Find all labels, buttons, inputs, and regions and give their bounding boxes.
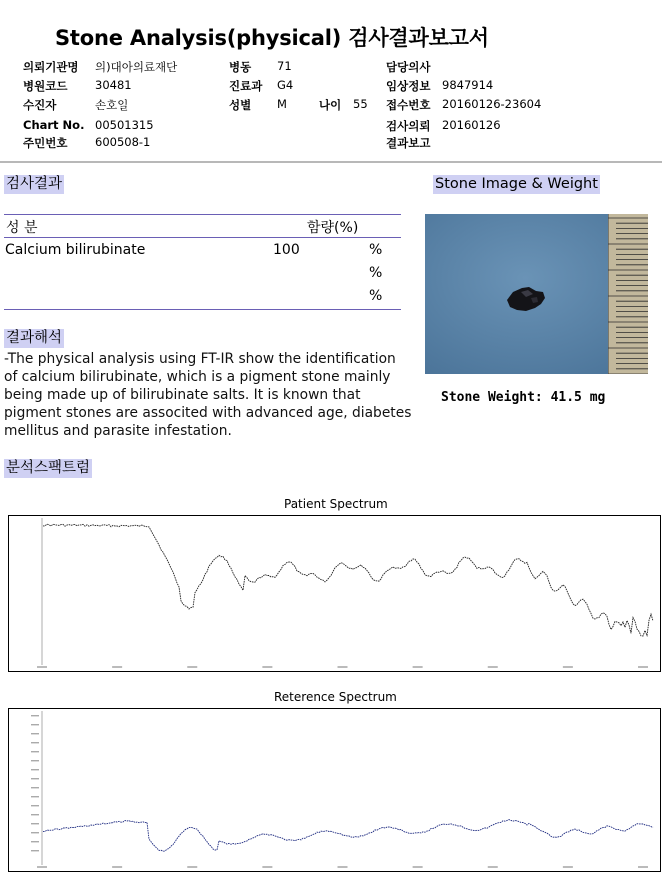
receipt-no-label: 접수번호: [386, 98, 431, 112]
x-tick-mark: [187, 666, 197, 668]
x-tick-mark: [262, 866, 272, 868]
table-row-component: Calcium bilirubinate: [5, 242, 146, 258]
table-row-unit: %: [369, 242, 383, 258]
reference-spectrum-title: Reterence Spectrum: [274, 690, 397, 704]
stone-weight-label: Stone Weight:: [441, 390, 543, 405]
interpretation-text: -The physical analysis using FT-IR show the identification of calcium bilirubinate, which is a pigment stone mainly being made up of bilirubinate salts. It is known that pigment stones are associted with advanced age, diabetes mellitus and parasite infestation.: [4, 351, 412, 439]
clinical-info-label: 임상정보: [386, 79, 431, 93]
results-table-bottom-rule: [4, 309, 401, 310]
department-label: 진료과: [229, 79, 263, 93]
request-date-value: 20160126: [442, 118, 501, 132]
y-tick-mark: [31, 805, 39, 806]
y-tick-mark: [31, 823, 39, 824]
reference-spectrum-line: [43, 820, 653, 852]
header-separator: [0, 161, 662, 163]
ward-label: 병동: [229, 60, 252, 74]
chart-no-label: Chart No.: [23, 118, 85, 132]
ward-value: 71: [277, 59, 292, 73]
x-tick-mark: [638, 866, 648, 868]
table-row-unit: %: [369, 288, 383, 304]
results-col-amount: 함량(%): [307, 220, 359, 236]
stone-weight: [441, 390, 605, 405]
results-heading: 검사결과: [6, 176, 63, 192]
receipt-no-value: 20160126-23604: [442, 97, 542, 111]
examinee-label: 수진자: [23, 98, 57, 112]
x-tick-mark: [112, 866, 122, 868]
examinee-value: 손호일: [95, 98, 129, 112]
patient-spectrum-title: Patient Spectrum: [284, 497, 388, 511]
y-tick-mark: [31, 724, 39, 725]
sex-label: 성별: [229, 98, 252, 112]
request-date-label: 검사의뢰: [386, 119, 431, 133]
y-tick-mark: [31, 742, 39, 743]
sex-value: M: [277, 97, 287, 111]
results-col-component: 성 분: [6, 220, 38, 236]
department-value: G4: [277, 78, 294, 92]
x-tick-mark: [187, 866, 197, 868]
x-tick-mark: [37, 666, 47, 668]
age-value: 55: [353, 97, 368, 111]
stone-photo: [425, 214, 648, 374]
reference-spectrum-chart: [8, 708, 661, 872]
results-table-top-rule: [4, 214, 401, 215]
resident-no-value: 600508-1: [95, 135, 151, 149]
x-tick-mark: [338, 866, 348, 868]
chart-no-value: 00501315: [95, 118, 154, 132]
y-tick-mark: [31, 832, 39, 833]
clinical-info-value: 9847914: [442, 78, 494, 92]
y-tick-mark: [31, 778, 39, 779]
stone-weight-value: 41.5 mg: [550, 390, 606, 405]
x-tick-mark: [413, 666, 423, 668]
institution-value: 의)대아의료재단: [95, 60, 178, 74]
x-tick-mark: [638, 666, 648, 668]
report-date-label: 결과보고: [386, 136, 431, 150]
x-tick-mark: [413, 866, 423, 868]
stone-heading: Stone Image & Weight: [435, 176, 598, 192]
y-tick-mark: [31, 814, 39, 815]
x-tick-mark: [37, 866, 47, 868]
x-tick-mark: [563, 866, 573, 868]
resident-no-label: 주민번호: [23, 136, 68, 150]
age-label: 나이: [319, 98, 342, 112]
table-row-unit: %: [369, 265, 383, 281]
x-tick-mark: [563, 666, 573, 668]
results-table-header-rule: [4, 237, 401, 238]
y-tick-mark: [31, 760, 39, 761]
patient-spectrum-line: [43, 524, 653, 636]
y-tick-mark: [31, 787, 39, 788]
x-tick-mark: [338, 666, 348, 668]
ruler-icon: [608, 214, 648, 374]
y-tick-mark: [31, 733, 39, 734]
hospital-code-label: 병원코드: [23, 79, 68, 93]
doctor-label: 담당의사: [386, 60, 431, 74]
table-row-amount: 100: [273, 242, 300, 258]
spectra-heading: 분석스팩트럼: [6, 460, 91, 476]
report-title: Stone Analysis(physical) 검사결과보고서: [55, 26, 489, 50]
institution-label: 의뢰기관명: [23, 60, 79, 74]
x-tick-mark: [488, 666, 498, 668]
x-tick-mark: [112, 666, 122, 668]
y-tick-mark: [31, 841, 39, 842]
x-tick-mark: [488, 866, 498, 868]
y-tick-mark: [31, 796, 39, 797]
y-tick-mark: [31, 850, 39, 851]
x-tick-mark: [262, 666, 272, 668]
patient-spectrum-chart: [8, 515, 661, 672]
y-tick-mark: [31, 751, 39, 752]
y-tick-mark: [31, 769, 39, 770]
y-tick-mark: [31, 715, 39, 716]
hospital-code-value: 30481: [95, 78, 132, 92]
interpretation-heading: 결과해석: [6, 330, 63, 346]
